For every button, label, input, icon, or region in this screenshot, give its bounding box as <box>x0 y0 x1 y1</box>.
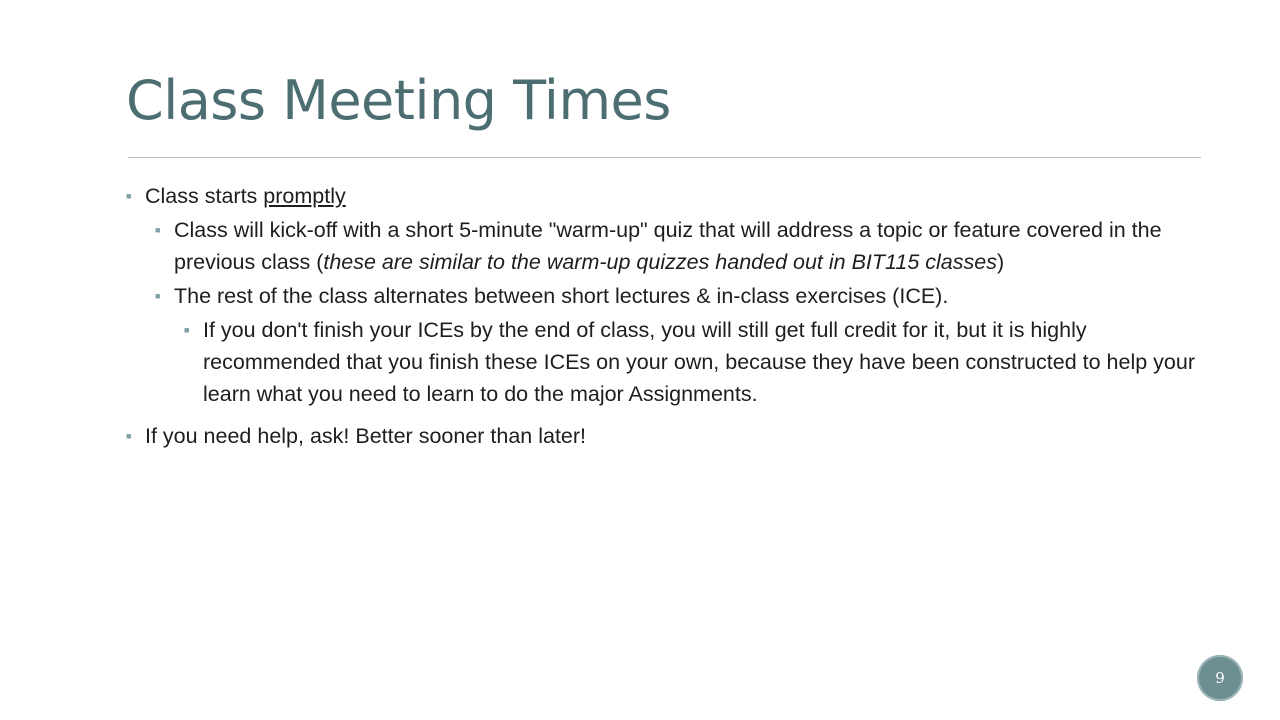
bullet-text: If you don't finish your ICEs by the end of class, you will still get full credit for it, but it is highly recommended that you finish these ICEs on your own, because they have been constructed to help your learn what you need to learn to do the major Assignments. <box>203 318 1195 406</box>
slide-title: Class Meeting Times <box>126 69 671 132</box>
bullet-underlined-text: promptly <box>263 184 346 208</box>
bullet-list <box>126 180 1216 452</box>
page-number-badge <box>1197 655 1243 701</box>
bullet-class-starts <box>126 180 1216 212</box>
page-number: 9 <box>1215 669 1225 687</box>
square-bullet-icon: ■ <box>184 325 190 335</box>
square-bullet-icon: ■ <box>126 431 132 441</box>
bullet-ask-for-help <box>126 420 1216 452</box>
bullet-text: If you need help, ask! Better sooner than later! <box>145 424 587 448</box>
square-bullet-icon: ■ <box>126 191 132 201</box>
bullet-warm-up-quiz <box>155 214 1216 278</box>
bullet-italic-text: these are similar to the warm-up quizzes handed out in BIT115 classes <box>323 250 997 274</box>
bullet-text: Class starts <box>145 184 264 208</box>
bullet-class-alternates <box>155 280 1216 312</box>
square-bullet-icon: ■ <box>155 291 161 301</box>
bullet-text-end: ) <box>996 250 1005 274</box>
bullet-text: The rest of the class alternates between short lectures & in-class exercises (ICE). <box>174 284 949 308</box>
title-divider <box>128 157 1201 158</box>
bullet-finish-ices <box>184 314 1216 410</box>
square-bullet-icon: ■ <box>155 225 161 235</box>
bullet-text: Class will kick-off with a short 5-minute "warm-up" quiz that will address a topic or feature covered in the previous class ( <box>174 218 1162 274</box>
